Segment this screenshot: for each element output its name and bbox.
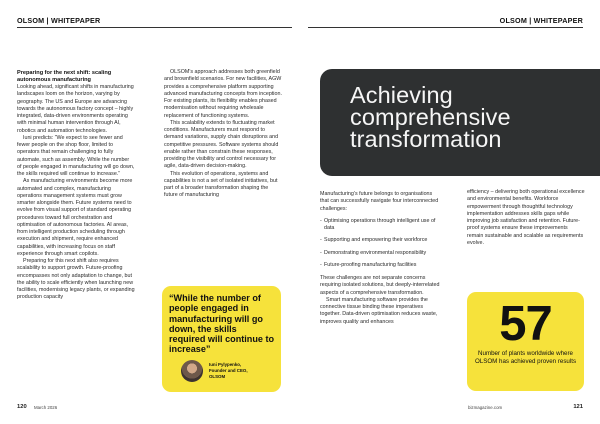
left-header: OLSOM | WHITEPAPER	[17, 16, 101, 25]
paragraph: OLSOM’s approach addresses both greenfield and brownfield scenarios. For new facilities, AGW provides a comprehensive platform supporting advanced manufacturing concepts from inception. For existing plants, its flexibility enables phased modernisation without requiring wholesale replacement of functioning systems.	[164, 69, 282, 119]
page-title-line-3: transformation	[350, 126, 502, 152]
pull-quote-box	[162, 286, 281, 392]
avatar	[181, 360, 203, 382]
page-title	[350, 84, 511, 150]
quote-person-name: Iuni Pylypenko,	[209, 362, 242, 368]
title-banner	[320, 69, 600, 176]
section-heading: Preparing for the next shift: scaling autonomous manufacturing	[17, 70, 112, 83]
left-column-1	[17, 70, 135, 302]
stat-number: 57	[499, 297, 552, 351]
quote-person-company: OLSOM	[209, 373, 226, 379]
intro-paragraph: Manufacturing’s future belongs to organisations that can successfully navigate four interconnected challenges:	[320, 191, 439, 212]
page-title-line-1: Achieving	[350, 82, 453, 108]
page-title-line-2: comprehensive	[350, 104, 511, 130]
stat-callout	[467, 292, 584, 391]
left-column-2	[164, 69, 282, 200]
list-item: - Demonstrating environmental responsibility	[320, 250, 440, 257]
paragraph: This evolution of operations, systems and capabilities is not a set of isolated initiatives, but part of a broader transformation shaping the future of manufacturing	[164, 170, 278, 199]
right-header-rule	[308, 27, 583, 28]
paragraph: Iuni predicts: “We expect to see fewer and fewer people on the shop floor, limited to operators that remain challenging to fully automate, such as assembly. While the number of people engaged in manufacturing will go down, the skills required will continue to increase.”	[17, 134, 135, 177]
paragraph: These challenges are not separate concerns requiring isolated solutions, but deeply-interrelated aspects of a comprehensive transformation.	[320, 275, 440, 296]
quote-person-role: Founder and CEO,	[209, 367, 248, 373]
paragraph: As manufacturing environments become more automated and complex, manufacturing operations management systems must grow smarter alongside them. Future systems need to evolve from visual support of standard operating procedures toward full orchestration and optimisation of autonomous factories. AI areas, from intelligent production scheduling through execution and shipment, require enhanced capabilities, with increasing focus on staff experience through smart copilots.	[17, 178, 133, 257]
left-page-number: 120	[17, 404, 27, 410]
right-column-2	[467, 189, 585, 247]
challenge-list	[320, 218, 440, 269]
quote-attribution	[181, 360, 275, 382]
paragraph: efficiency – delivering both operational excellence and environmental benefits. Workforce empowerment through thoughtful technology implementation addresses skills gaps while improving job satisfaction and retention. Future-proof systems ensure these improvements remain sustainable and scalable as requirements evolve.	[467, 189, 585, 246]
list-item: - Supporting and empowering their workforce	[320, 237, 440, 244]
list-item: - Future-proofing manufacturing facilities	[320, 262, 440, 269]
paragraph: Smart manufacturing software provides the connective tissue binding these imperatives together. Data-driven optimisation reduces waste, improves quality and enhances	[320, 296, 438, 325]
right-header: OLSOM | WHITEPAPER	[499, 16, 583, 25]
pull-quote-text: “While the number of people engaged in manufacturing will go down, the skills required will continue to increase”	[169, 293, 275, 355]
right-footer-site: bizmagazine.com	[468, 405, 503, 410]
quote-person-info	[209, 362, 248, 379]
right-column-1	[320, 191, 440, 326]
paragraph: This scalability extends to fluctuating market conditions. Manufacturers must respond to demand variations, supply chain disruptions and competitive pressures. Software systems should enable rather than constrain these responses, providing the visibility and control necessary for agile, data-driven decision-making.	[164, 119, 279, 170]
list-item: - Optimising operations through intelligent use of data	[320, 218, 440, 233]
left-header-rule	[17, 27, 292, 28]
right-page-number: 121	[573, 404, 583, 410]
right-page	[300, 0, 600, 424]
paragraph: Preparing for this next shift also requires scalability to support growth. Future-proofing encompasses not only adaptation to change, but the ability to scale efficiently when launching new facilities, modernising legacy plants, or expanding production capacity	[17, 258, 135, 301]
left-footer-date: March 2026	[34, 405, 58, 410]
paragraph: Looking ahead, significant shifts in manufacturing landscapes loom on the horizon, varying by geography. The US and Europe are advancing towards the autonomous factory concept – highly integrated, data-driven environments operating with minimal human intervention through AI, robotics and automation technologies.	[17, 84, 134, 134]
stat-label: Number of plants worldwide where OLSOM has achieved proven results	[474, 350, 577, 365]
